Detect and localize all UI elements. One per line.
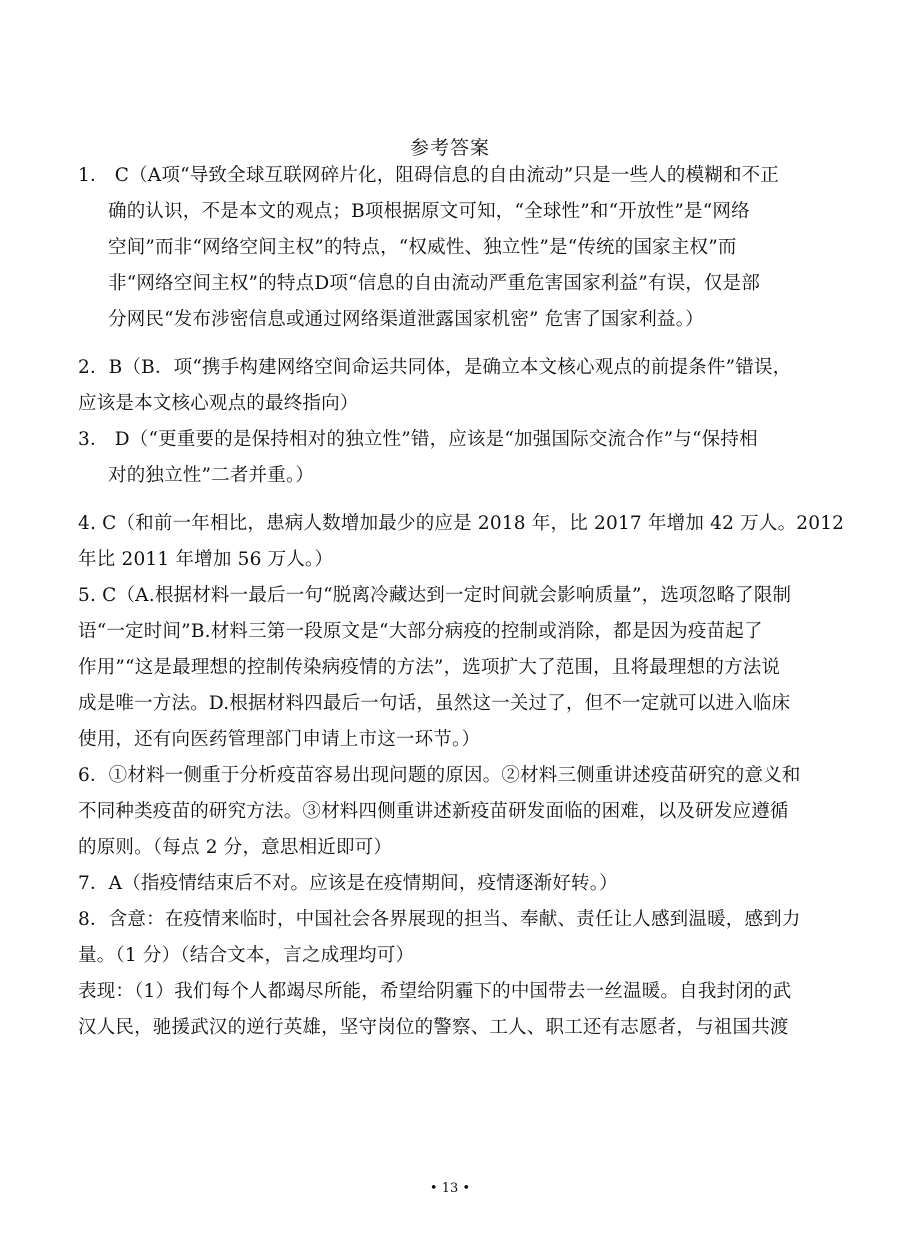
text-line: 作用”“这是最理想的控制传染病疫情的方法”，选项扩大了范围，且将最理想的方法说 <box>78 657 781 678</box>
text-line: 量。（1 分）（结合文本，言之成理均可） <box>78 945 415 966</box>
text-line: 使用，还有向医药管理部门申请上市这一环节。） <box>78 729 481 750</box>
text-line: 8．含意：在疫情来临时，中国社会各界展现的担当、奉献、责任让人感到温暖，感到力 <box>78 909 801 930</box>
text-line: 语“一定时间”B.材料三第一段原文是“大部分病疫的控制或消除，都是因为疫苗起了 <box>78 621 763 642</box>
page-title: 参考答案 <box>409 137 490 159</box>
text-line: 确的认识，不是本文的观点；B项根据原文可知，“全球性”和“开放性”是“网络 <box>108 201 750 222</box>
text-line: 非“网络空间主权”的特点D项“信息的自由流动严重危害国家利益”有误，仅是部 <box>108 273 761 294</box>
text-line: 3． D（“更重要的是保持相对的独立性”错，应该是“加强国际交流合作”与“保持相 <box>78 429 758 450</box>
text-line: 空间”而非“网络空间主权”的特点，“权威性、独立性”是“传统的国家主权”而 <box>108 237 737 258</box>
text-line: 不同种类疫苗的研究方法。③材料四侧重讲述新疫苗研发面临的困难，以及研发应遵循 <box>78 801 789 822</box>
text-line: 成是唯一方法。D.根据材料四最后一句话，虽然这一关过了，但不一定就可以进入临床 <box>78 693 791 714</box>
text-line: 4. C（和前一年相比，患病人数增加最少的应是 2018 年，比 2017 年增加 42 万人。2012 <box>78 513 845 534</box>
text-line: 5. C（A.根据材料一最后一句“脱离冷藏达到一定时间就会影响质量”，选项忽略了限制 <box>78 585 792 606</box>
text-line: 1． C（A项“导致全球互联网碎片化，阻碍信息的自由流动”只是一些人的模糊和不正 <box>78 165 780 186</box>
text-line: 2．B（B．项“携手构建网络空间命运共同体，是确立本文核心观点的前提条件”错误， <box>78 357 792 378</box>
text-line: 的原则。（每点 2 分，意思相近即可） <box>78 837 393 858</box>
text-line: 年比 2011 年增加 56 万人。） <box>78 549 334 570</box>
page-number: • 13 • <box>429 1181 471 1196</box>
text-line: 应该是本文核心观点的最终指向） <box>78 393 359 414</box>
text-line: 对的独立性”二者并重。） <box>108 465 315 486</box>
text-line: 6．①材料一侧重于分析疫苗容易出现问题的原因。②材料三侧重讲述疫苗研究的意义和 <box>78 765 801 786</box>
text-line: 汉人民，驰援武汉的逆行英雄，坚守岗位的警察、工人、职工还有志愿者，与祖国共渡 <box>78 1017 789 1038</box>
text-line: 7．A（指疫情结束后不对。应该是在疫情期间，疫情逐渐好转。） <box>78 873 618 894</box>
text-line: 表现：（1）我们每个人都竭尽所能，希望给阴霾下的中国带去一丝温暖。自我封闭的武 <box>78 981 792 1002</box>
text-line: 分网民“发布涉密信息或通过网络渠道泄露国家机密” 危害了国家利益。） <box>108 309 704 330</box>
